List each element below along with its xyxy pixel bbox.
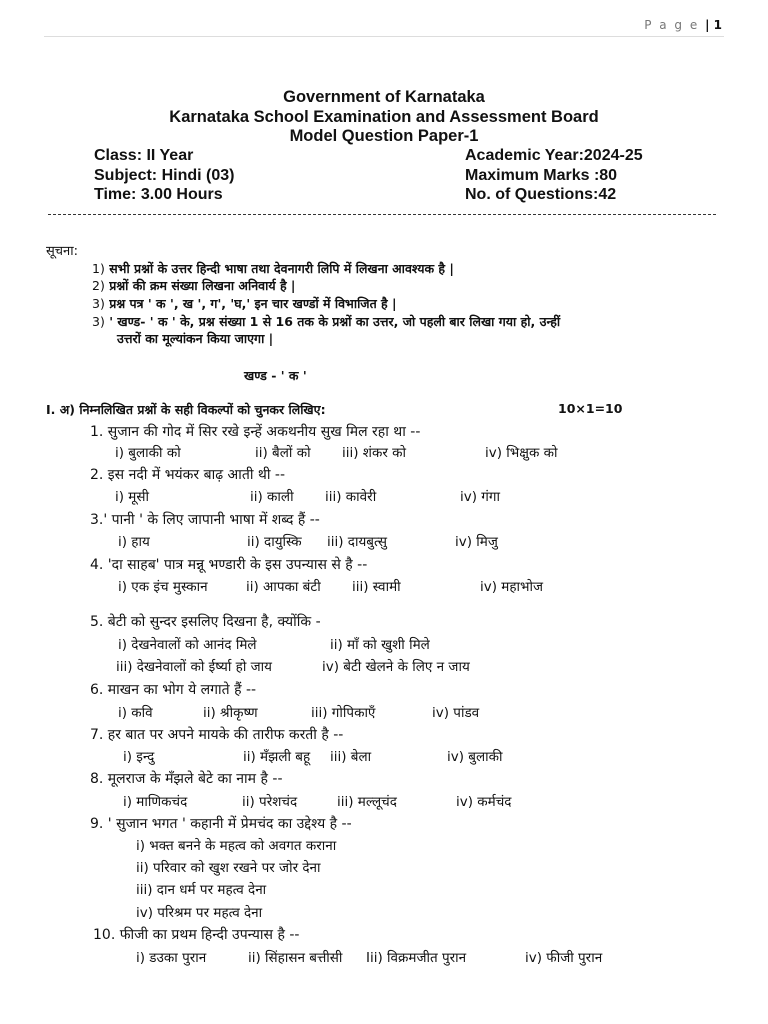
academic-year: Academic Year:2024-25 (465, 147, 643, 164)
q6-option-2: ii) श्रीकृष्ण (203, 705, 258, 721)
question-4: 4. 'दा साहब' पात्र मन्नू भण्डारी के इस उपन्यास से है -- (90, 557, 368, 573)
q8-option-4: iv) कर्मचंद (456, 794, 512, 810)
q9-option-2: ii) परिवार को खुश रखने पर जोर देना (136, 860, 321, 876)
q3-option-2: ii) दायुस्कि (247, 534, 302, 550)
q4-option-2: ii) आपका बंटी (246, 579, 321, 595)
q4-option-3: iii) स्वामी (352, 579, 401, 595)
q4-option-1: i) एक इंच मुस्कान (118, 579, 208, 595)
instruction-item: 3) प्रश्न पत्र ' क ', ख ', ग', 'घ,' इन चार खण्डों में विभाजित है | (92, 296, 397, 311)
q5-option-1: i) देखनेवालों को आनंद मिले (118, 637, 257, 653)
board-title: Karnataka School Examination and Assessment Board (169, 108, 599, 126)
question-6: 6. माखन का भोग ये लगाते हैं -- (90, 682, 257, 698)
q8-option-1: i) माणिकचंद (123, 794, 188, 810)
instruction-item-continued: उत्तरों का मूल्यांकन किया जाएगा | (117, 331, 274, 346)
subject-info: Subject: Hindi (03) (94, 167, 235, 184)
q7-option-4: iv) बुलाकी (447, 749, 503, 765)
question-count: No. of Questions:42 (465, 186, 617, 203)
q9-option-4: iv) परिश्रम पर महत्व देना (136, 905, 263, 921)
q1-option-2: ii) बैलों को (255, 445, 311, 461)
q1-option-3: iii) शंकर को (342, 445, 407, 461)
time-info: Time: 3.00 Hours (94, 186, 223, 203)
q3-option-3: iii) दायबुत्सु (327, 534, 388, 550)
q3-option-4: iv) मिजु (455, 534, 498, 550)
q1-option-4: iv) भिक्षुक को (485, 445, 558, 461)
q6-option-4: iv) पांडव (432, 705, 480, 721)
q9-option-1: i) भक्त बनने के महत्व को अवगत कराना (136, 838, 337, 854)
part-marks: 10×1=10 (558, 401, 623, 416)
instruction-item: 3) ' खण्ड- ' क ' के, प्रश्न संख्या 1 से 16 तक के प्रश्नों का उत्तर, जो पहली बार लिखा गया हो, उन्हीं (92, 314, 561, 329)
q5-option-4: iv) बेटी खेलने के लिए न जाय (322, 659, 470, 675)
part-heading: I. अ) निम्नलिखित प्रश्नों के सही विकल्पों को चुनकर लिखिए: (46, 402, 326, 417)
instruction-item: 2) प्रश्नों की क्रम संख्या लिखना अनिवार्य है | (92, 278, 296, 293)
q5-option-3: iii) देखनेवालों को ईर्ष्या हो जाय (116, 659, 272, 675)
govt-title: Government of Karnataka (283, 88, 485, 106)
class-info: Class: II Year (94, 147, 194, 164)
question-3: 3.' पानी ' के लिए जापानी भाषा में शब्द हैं -- (90, 512, 320, 528)
q10-option-4: iv) फीजी पुरान (525, 950, 603, 966)
q6-option-1: i) कवि (118, 705, 153, 721)
question-1: 1. सुजान की गोद में सिर रखे इन्हें अकथनीय सुख मिल रहा था -- (90, 424, 421, 440)
page-number-label: P a g e | 1 (644, 18, 722, 32)
paper-title: Model Question Paper-1 (289, 127, 479, 145)
header-rule (44, 36, 724, 37)
q2-option-3: iii) कावेरी (325, 489, 377, 505)
dashed-separator (48, 214, 716, 215)
q7-option-2: ii) मँझली बहू (243, 749, 311, 765)
question-5: 5. बेटी को सुन्दर इसलिए दिखना है, क्योंकि - (90, 614, 321, 630)
q4-option-4: iv) महाभोज (480, 579, 544, 595)
instructions-heading: सूचना: (46, 244, 79, 259)
q8-option-3: iii) मल्लूचंद (337, 794, 397, 810)
question-9: 9. ' सुजान भगत ' कहानी में प्रेमचंद का उद्देश्य है -- (90, 816, 352, 832)
section-title: खण्ड - ' क ' (244, 368, 307, 383)
question-2: 2. इस नदी में भयंकर बाढ़ आती थी -- (90, 467, 286, 483)
q3-option-1: i) हाय (118, 534, 150, 550)
instruction-item: 1) सभी प्रश्नों के उत्तर हिन्दी भाषा तथा देवनागरी लिपि में लिखना आवश्यक है | (92, 261, 454, 276)
q10-option-3: Iii) विक्रमजीत पुरान (366, 950, 467, 966)
q7-option-1: i) इन्दु (123, 749, 155, 765)
q2-option-2: ii) काली (250, 489, 294, 505)
q6-option-3: iii) गोपिकाएँ (311, 705, 376, 721)
question-10: 10. फीजी का प्रथम हिन्दी उपन्यास है -- (93, 927, 300, 943)
q9-option-3: iii) दान धर्म पर महत्व देना (136, 882, 267, 898)
max-marks: Maximum Marks :80 (465, 167, 618, 184)
q2-option-4: iv) गंगा (460, 489, 500, 505)
question-8: 8. मूलराज के मँझले बेटे का नाम है -- (90, 771, 283, 787)
q2-option-1: i) मूसी (115, 489, 150, 505)
q1-option-1: i) बुलाकी को (115, 445, 181, 461)
question-7: 7. हर बात पर अपने मायके की तारीफ करती है -- (90, 727, 344, 743)
q7-option-3: iii) बेला (330, 749, 372, 765)
page-label-text: P a g e (644, 18, 700, 32)
q5-option-2: ii) माँ को खुशी मिले (330, 637, 430, 653)
q10-option-1: i) डउका पुरान (136, 950, 207, 966)
page-number: 1 (713, 18, 722, 32)
q8-option-2: ii) परेशचंद (242, 794, 298, 810)
q10-option-2: ii) सिंहासन बत्तीसी (248, 950, 343, 966)
